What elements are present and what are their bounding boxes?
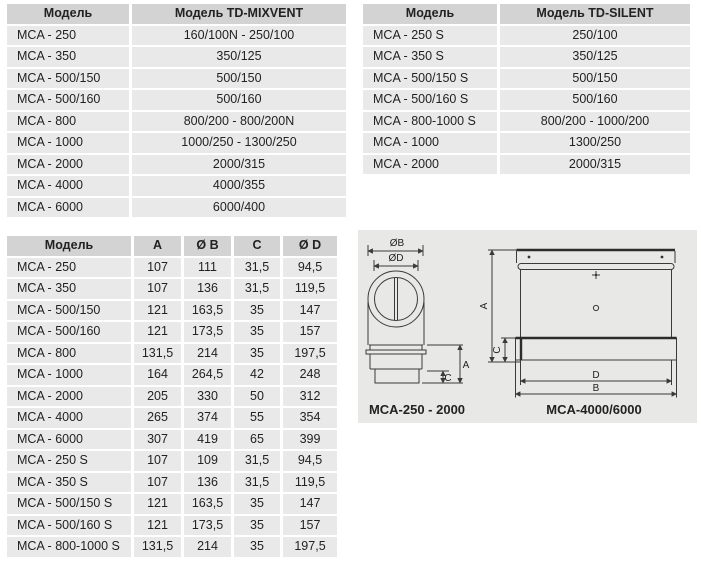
dimension-drawing: [358, 230, 697, 423]
table-row: [7, 176, 346, 196]
bottom-spigot: [516, 338, 677, 360]
value-cell: 35: [234, 344, 280, 364]
model-cell: MCA - 350 S: [7, 473, 131, 493]
table-row: [7, 451, 337, 471]
table-row: [363, 90, 690, 110]
model-cell: MCA - 2000: [7, 387, 131, 407]
header-row: [363, 4, 690, 24]
value-cell: 94,5: [283, 258, 337, 278]
model-cell: MCA - 1000: [7, 365, 131, 385]
value-cell: 250/100: [500, 26, 690, 46]
model-cell: MCA - 350: [7, 279, 131, 299]
model-cell: MCA - 350 S: [363, 47, 497, 67]
table-row: [7, 494, 337, 514]
value-cell: 1300/250: [500, 133, 690, 153]
model-cell: MCA - 800-1000 S: [363, 112, 497, 132]
model-cell: MCA - 500/150 S: [363, 69, 497, 89]
column-header: Модель: [363, 4, 497, 24]
table-row: [7, 516, 337, 536]
model-cell: MCA - 250: [7, 26, 129, 46]
flange-screw-left: [528, 256, 531, 259]
value-cell: 50: [234, 387, 280, 407]
value-cell: 399: [283, 430, 337, 450]
flange-screw-right: [661, 256, 664, 259]
value-cell: 107: [134, 451, 181, 471]
value-cell: 35: [234, 537, 280, 557]
value-cell: 107: [134, 473, 181, 493]
value-cell: 131,5: [134, 537, 181, 557]
model-cell: MCA - 250: [7, 258, 131, 278]
model-cell: MCA - 500/150: [7, 69, 129, 89]
value-cell: 265: [134, 408, 181, 428]
rolled-band: [518, 264, 674, 270]
table-row: [7, 133, 346, 153]
value-cell: 354: [283, 408, 337, 428]
value-cell: 157: [283, 516, 337, 536]
dim-label-c-left: C: [444, 373, 452, 384]
value-cell: 214: [184, 537, 231, 557]
mixvent-model-table: [4, 2, 349, 219]
value-cell: 157: [283, 322, 337, 342]
value-cell: 31,5: [234, 279, 280, 299]
model-cell: MCA - 500/150 S: [7, 494, 131, 514]
table-row: [7, 26, 346, 46]
value-cell: 500/150: [500, 69, 690, 89]
dim-label-c-right: C: [492, 346, 503, 354]
model-cell: MCA - 500/160 S: [363, 90, 497, 110]
value-cell: 31,5: [234, 451, 280, 471]
value-cell: 136: [184, 473, 231, 493]
table-row: [7, 344, 337, 364]
dimensions-table: [4, 234, 340, 559]
silent-model-table: [360, 2, 693, 176]
model-cell: MCA - 500/160: [7, 322, 131, 342]
table-row: [7, 387, 337, 407]
dim-label-d: D: [592, 370, 600, 381]
value-cell: 31,5: [234, 473, 280, 493]
model-cell: MCA - 500/160 S: [7, 516, 131, 536]
table-row: [363, 47, 690, 67]
model-cell: MCA - 4000: [7, 176, 129, 196]
value-cell: 121: [134, 301, 181, 321]
value-cell: 248: [283, 365, 337, 385]
value-cell: 264,5: [184, 365, 231, 385]
table-row: [7, 430, 337, 450]
value-cell: 35: [234, 301, 280, 321]
column-header: Модель TD-MIXVENT: [132, 4, 346, 24]
table-row: [363, 26, 690, 46]
header-row: [7, 236, 337, 256]
value-cell: 160/100N - 250/100: [132, 26, 346, 46]
table-row: [363, 112, 690, 132]
box-body: [521, 270, 672, 338]
model-cell: MCA - 2000: [363, 155, 497, 175]
value-cell: 65: [234, 430, 280, 450]
value-cell: 107: [134, 279, 181, 299]
value-cell: 42: [234, 365, 280, 385]
table-row: [363, 155, 690, 175]
value-cell: 500/160: [132, 90, 346, 110]
value-cell: 109: [184, 451, 231, 471]
table-row: [7, 155, 346, 175]
dim-label-a-left: A: [462, 360, 470, 371]
left-caption: MCA-250 - 2000: [368, 402, 466, 417]
value-cell: 107: [134, 258, 181, 278]
value-cell: 350/125: [500, 47, 690, 67]
value-cell: 119,5: [283, 473, 337, 493]
dim-label-od: ØD: [388, 253, 404, 264]
value-cell: 2000/315: [132, 155, 346, 175]
column-header: C: [234, 236, 280, 256]
model-cell: MCA - 2000: [7, 155, 129, 175]
table-row: [7, 537, 337, 557]
value-cell: 214: [184, 344, 231, 364]
dimension-drawing-panel: [358, 230, 697, 423]
value-cell: 147: [283, 494, 337, 514]
table-row: [7, 112, 346, 132]
value-cell: 55: [234, 408, 280, 428]
model-cell: MCA - 500/150: [7, 301, 131, 321]
dim-label-b: B: [592, 383, 600, 394]
model-cell: MCA - 6000: [7, 430, 131, 450]
value-cell: 800/200 - 1000/200: [500, 112, 690, 132]
table-row: [7, 322, 337, 342]
model-cell: MCA - 1000: [7, 133, 129, 153]
value-cell: 163,5: [184, 494, 231, 514]
table-row: [7, 258, 337, 278]
right-caption: MCA-4000/6000: [546, 402, 642, 417]
value-cell: 6000/400: [132, 198, 346, 218]
duct-spigot: [375, 369, 419, 383]
value-cell: 31,5: [234, 258, 280, 278]
table-row: [7, 365, 337, 385]
model-cell: MCA - 800: [7, 344, 131, 364]
outer-flange-circle: [368, 271, 424, 327]
model-cell: MCA - 250 S: [7, 451, 131, 471]
model-cell: MCA - 250 S: [363, 26, 497, 46]
table-row: [7, 408, 337, 428]
column-header: A: [134, 236, 181, 256]
header-row: [7, 4, 346, 24]
value-cell: 197,5: [283, 537, 337, 557]
column-header: Модель TD-SILENT: [500, 4, 690, 24]
value-cell: 111: [184, 258, 231, 278]
table-row: [7, 47, 346, 67]
value-cell: 121: [134, 494, 181, 514]
value-cell: 173,5: [184, 516, 231, 536]
left-front-view: [368, 238, 424, 327]
value-cell: 163,5: [184, 301, 231, 321]
table-row: [7, 473, 337, 493]
model-cell: MCA - 500/160: [7, 90, 129, 110]
value-cell: 330: [184, 387, 231, 407]
model-cell: MCA - 6000: [7, 198, 129, 218]
value-cell: 500/150: [132, 69, 346, 89]
value-cell: 307: [134, 430, 181, 450]
value-cell: 350/125: [132, 47, 346, 67]
value-cell: 500/160: [500, 90, 690, 110]
dim-label-ob: ØB: [389, 238, 405, 249]
table-row: [7, 90, 346, 110]
model-cell: MCA - 1000: [363, 133, 497, 153]
value-cell: 35: [234, 516, 280, 536]
column-header: Ø B: [184, 236, 231, 256]
dim-label-a-right: A: [479, 302, 490, 310]
mounting-flange: [366, 350, 426, 354]
model-cell: MCA - 4000: [7, 408, 131, 428]
table-row: [363, 133, 690, 153]
table-row: [7, 69, 346, 89]
table-row: [7, 301, 337, 321]
value-cell: 419: [184, 430, 231, 450]
value-cell: 312: [283, 387, 337, 407]
value-cell: 94,5: [283, 451, 337, 471]
model-cell: MCA - 800: [7, 112, 129, 132]
value-cell: 2000/315: [500, 155, 690, 175]
value-cell: 119,5: [283, 279, 337, 299]
table-row: [7, 198, 346, 218]
value-cell: 4000/355: [132, 176, 346, 196]
body-hole-marker: [593, 305, 598, 310]
value-cell: 147: [283, 301, 337, 321]
value-cell: 800/200 - 800/200N: [132, 112, 346, 132]
value-cell: 35: [234, 494, 280, 514]
value-cell: 1000/250 - 1300/250: [132, 133, 346, 153]
value-cell: 205: [134, 387, 181, 407]
table-row: [363, 69, 690, 89]
model-cell: MCA - 800-1000 S: [7, 537, 131, 557]
column-header: Модель: [7, 4, 129, 24]
value-cell: 121: [134, 322, 181, 342]
value-cell: 131,5: [134, 344, 181, 364]
value-cell: 374: [184, 408, 231, 428]
right-side-view: [479, 250, 677, 398]
model-cell: MCA - 350: [7, 47, 129, 67]
column-header: Модель: [7, 236, 131, 256]
value-cell: 35: [234, 322, 280, 342]
value-cell: 121: [134, 516, 181, 536]
value-cell: 136: [184, 279, 231, 299]
column-header: Ø D: [283, 236, 337, 256]
inner-duct-circle: [375, 278, 418, 321]
value-cell: 164: [134, 365, 181, 385]
value-cell: 197,5: [283, 344, 337, 364]
table-row: [7, 279, 337, 299]
value-cell: 173,5: [184, 322, 231, 342]
